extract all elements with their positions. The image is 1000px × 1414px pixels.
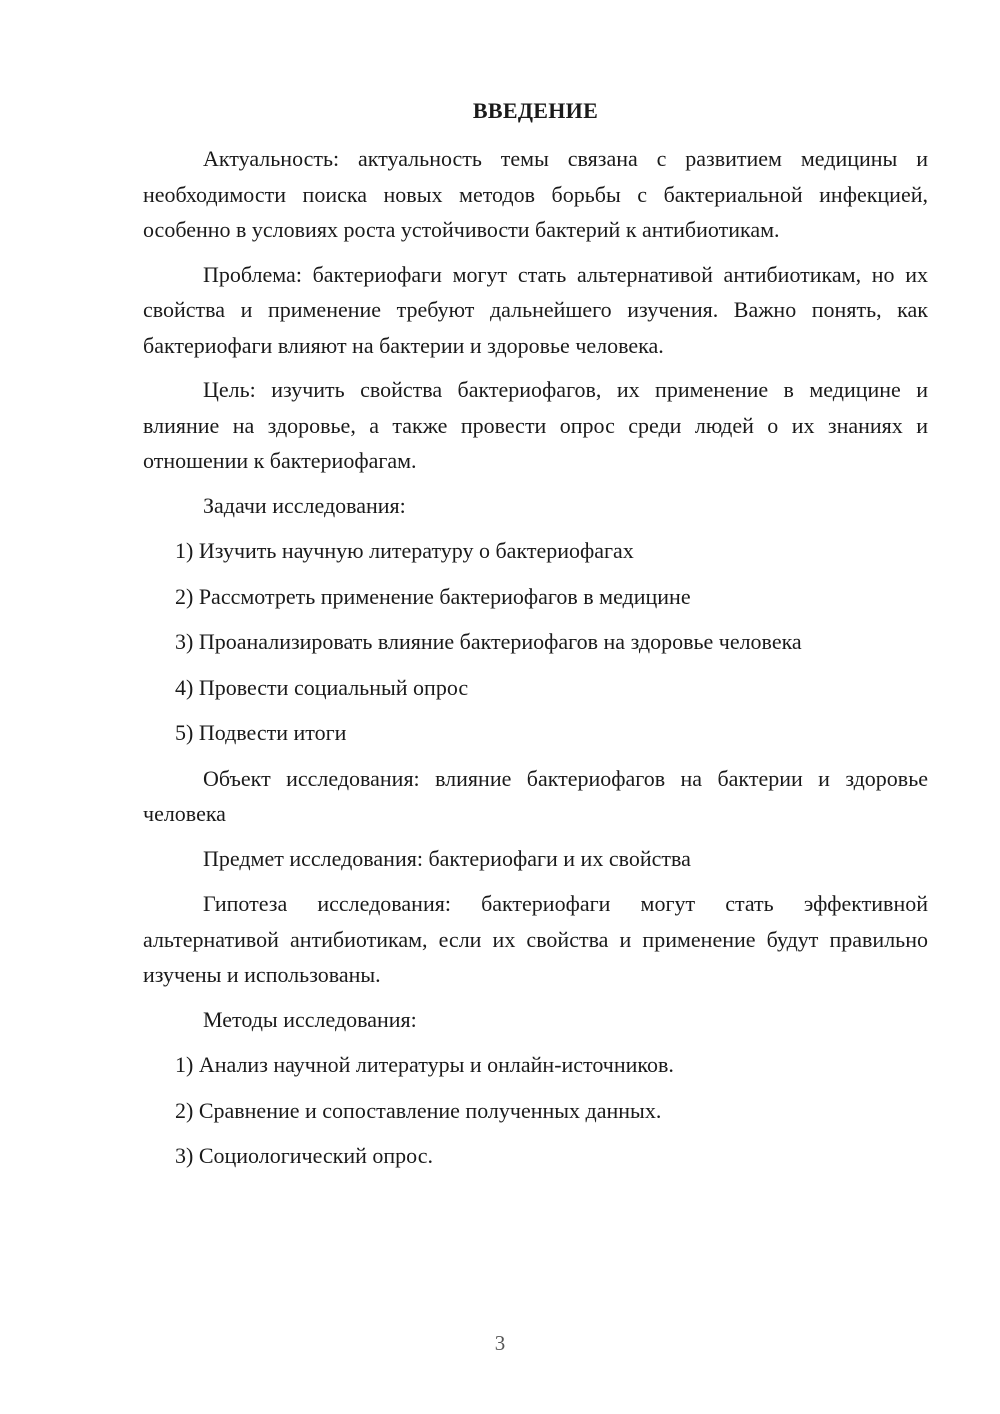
task-item-4: 4) Провести социальный опрос <box>175 674 469 700</box>
task-item-1: 1) Изучить научную литературу о бактериофагах <box>175 538 634 563</box>
method-item-1: 1) Анализ научной литературы и онлайн-источников. <box>175 1052 674 1077</box>
relevance-paragraph: Актуальность: актуальность темы связана с развитием медицины и необходимости поиска новых методов борьбы с бактериальной инфекцией, особенно в условиях роста устойчивости бактерий к антибиотикам. <box>143 146 928 242</box>
task-item-5: 5) Подвести итоги <box>175 720 347 745</box>
method-item-2: 2) Сравнение и сопоставление полученных данных. <box>175 1097 662 1123</box>
hypothesis-paragraph: Гипотеза исследования: бактериофаги могут стать эффективной альтернативой антибиотикам, если их свойства и применение будут правильно изучены и использованы. <box>143 891 928 987</box>
task-item-2: 2) Рассмотреть применение бактериофагов в медицине <box>175 583 691 609</box>
task-item-3: 3) Проанализировать влияние бактериофагов на здоровье человека <box>175 629 802 654</box>
subject-line: Предмет исследования: бактериофаги и их свойства <box>203 845 691 871</box>
methods-heading: Методы исследования: <box>203 1006 417 1032</box>
goal-paragraph: Цель: изучить свойства бактериофагов, их применение в медицине и влияние на здоровье, а также провести опрос среди людей о их знаниях и отношении к бактериофагам. <box>143 377 928 473</box>
problem-paragraph: Проблема: бактериофаги могут стать альтернативой антибиотикам, но их свойства и применение требуют дальнейшего изучения. Важно понять, как бактериофаги влияют на бактерии и здоровье человека. <box>143 261 928 358</box>
object-paragraph: Объект исследования: влияние бактериофагов на бактерии и здоровье человека <box>143 765 928 826</box>
document-page <box>143 94 928 1184</box>
method-item-3: 3) Социологический опрос. <box>175 1143 433 1168</box>
page-title: ВВЕДЕНИЕ <box>472 98 599 123</box>
page-number: 3 <box>494 1331 506 1355</box>
tasks-heading: Задачи исследования: <box>203 492 406 518</box>
